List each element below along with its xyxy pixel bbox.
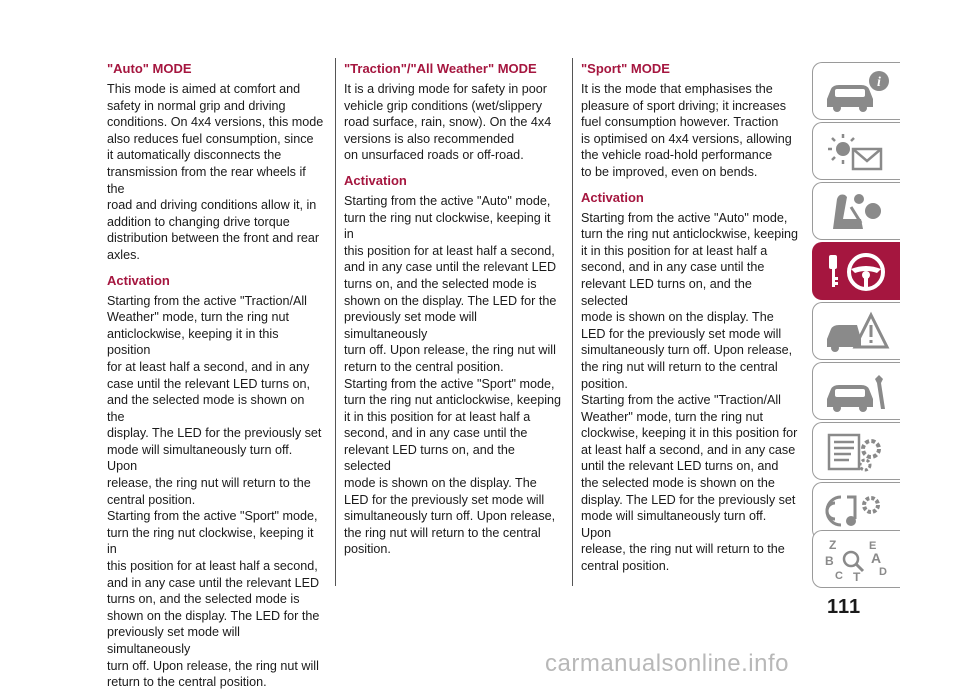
body-text: Starting from the active "Auto" mode, turn the ring nut anticlockwise, keeping it in this position for at least half a second, and in any case until the relevant LED turns on, and the selected mode is shown on the display. The LED for the previously set mode will simultaneously turn off. Upon release, the ring nut will return to the central position. Starting from the active "Traction/All Weather" mode, turn the ring nut clockwise, keeping it in this position for at least half a second, and in any case until the relevant LED turns on, and the selected mode is shown on the display. The LED for the previously set mode will simultaneously turn off. Upon release, the ring nut will return to the central position. <box>581 210 799 574</box>
car-info-icon <box>821 69 891 115</box>
svg-text:i: i <box>877 75 881 90</box>
column-sport-mode <box>581 60 799 575</box>
page-number: 111 <box>827 596 862 618</box>
alphabetical-index-icon <box>821 537 891 583</box>
tab-car-info[interactable] <box>812 62 900 120</box>
subsection-heading: Activation <box>581 189 644 205</box>
column-traction-mode <box>344 60 562 558</box>
column-auto-mode <box>107 60 325 691</box>
body-text: It is the mode that emphasises the pleasure of sport driving; it increases fuel consumption however. Traction is optimised on 4x4 versions, allowing the vehicle road-hold performance to be improved, even on bends. <box>581 82 792 179</box>
section-heading: "Sport" MODE <box>581 61 670 76</box>
seat-airbag-icon <box>821 189 891 235</box>
tab-maintenance[interactable] <box>812 362 900 420</box>
tab-starting-driving[interactable] <box>812 242 900 300</box>
warning-light-message-icon <box>821 129 891 175</box>
technical-data-icon <box>821 429 891 475</box>
multimedia-icon <box>821 489 891 535</box>
tab-technical-data[interactable] <box>812 422 900 480</box>
section-heading: "Traction"/"All Weather" MODE <box>344 61 537 76</box>
svg-text:B: B <box>825 554 834 568</box>
watermark: carmanualsonline.info <box>545 650 789 677</box>
subsection-heading: Activation <box>107 272 170 288</box>
body-text: Starting from the active "Auto" mode, turn the ring nut clockwise, keeping it in this position for at least half a second, and in any case until the relevant LED turns on, and the selected mode is shown on the display. The LED for the previously set mode will simultaneously turn off. Upon release, the ring nut will return to the central position. Starting from the active "Sport" mode, turn the ring nut anticlockwise, keeping it in this position for at least half a second, and in any case until the relevant LED turns on, and the selected mode is shown on the display. The LED for the previously set mode will simultaneously turn off. Upon release, the ring nut will return to the central position. <box>344 193 562 557</box>
section-heading: "Auto" MODE <box>107 61 192 76</box>
column-divider <box>572 58 573 586</box>
svg-text:T: T <box>853 570 861 583</box>
body-text: It is a driving mode for safety in poor vehicle grip conditions (wet/slippery road surface, rain, snow). On the 4x4 versions is also recommended on unsurfaced roads or off-road. <box>344 82 552 163</box>
car-emergency-icon <box>821 309 891 355</box>
svg-text:C: C <box>835 570 843 582</box>
tab-emergency[interactable] <box>812 302 900 360</box>
body-text: Starting from the active "Traction/All Weather" mode, turn the ring nut anticlockwise, keeping it in this position for at least half a second, and in any case until the relevant LED turns on, and the selected mode is shown on the display. The LED for the previously set mode will simultaneously turn off. Upon release, the ring nut will return to the central position. Starting from the active "Sport" mode, turn the ring nut clockwise, keeping it in this position for at least half a second, and in any case until the relevant LED turns on, and the selected mode is shown on the display. The LED for the previously set mode will simultaneously turn off. Upon release, the ring nut will return to the central position. <box>107 293 322 690</box>
car-maintenance-icon <box>821 369 891 415</box>
svg-text:E: E <box>869 540 877 552</box>
tab-warning-lights[interactable] <box>812 122 900 180</box>
svg-text:Z: Z <box>829 538 837 552</box>
svg-text:A: A <box>871 550 882 566</box>
tab-index[interactable] <box>812 530 900 588</box>
tab-safety[interactable] <box>812 182 900 240</box>
subsection-heading: Activation <box>344 172 407 188</box>
body-text: This mode is aimed at comfort and safety in normal grip and driving conditions. On 4x4 versions, this mode also reduces fuel consumption, since it automatically disconnects the transmission from the rear wheels if the road and driving conditions allow it, in addition to changing drive torque distribution between the front and rear axles. <box>107 82 324 262</box>
key-steering-wheel-icon <box>821 249 891 295</box>
svg-text:D: D <box>879 566 887 578</box>
column-divider <box>335 58 336 586</box>
